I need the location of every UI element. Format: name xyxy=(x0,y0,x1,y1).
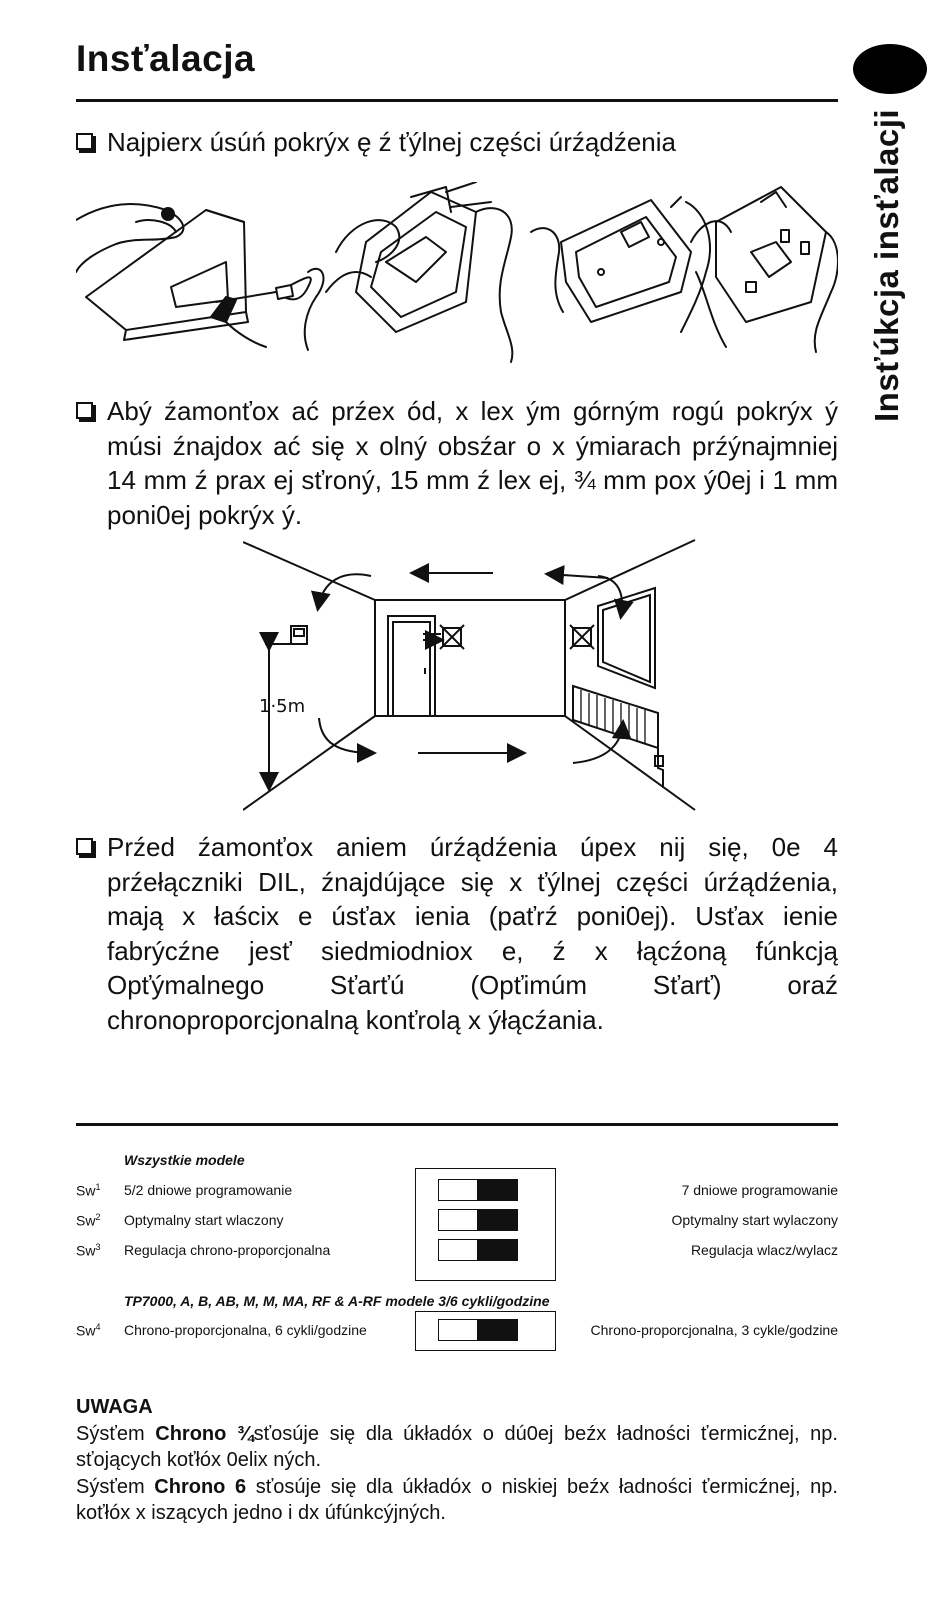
page-title: Insťalacja xyxy=(76,38,256,79)
section-rule xyxy=(76,1123,838,1126)
dil-switch-4 xyxy=(438,1319,518,1341)
switch-1-left-option: 5/2 dniowe programowanie xyxy=(124,1182,293,1198)
switch-3-left-option: Regulacja chrono-proporcjonalna xyxy=(124,1242,331,1258)
cover-removal-illustration xyxy=(76,182,838,364)
switch-knob-icon xyxy=(477,1320,517,1340)
switch-4-right-option: Chrono-proporcjonalna, 3 cykle/godzine xyxy=(590,1322,838,1338)
switch-knob-icon xyxy=(477,1210,517,1230)
step-3 xyxy=(76,830,838,1037)
switch-label: Sw$^4$ xyxy=(76,1322,101,1339)
dil-switch-block-2 xyxy=(415,1311,556,1351)
panel-3-back-plate xyxy=(531,197,710,332)
dil-group-2-title: TP7000, A, B, AB, M, M, MA, RF & A-RF modele 3/6 cykli/godzine xyxy=(124,1293,550,1309)
switch-knob-icon xyxy=(477,1180,517,1200)
switch-2-left-option: Optymalny start wlaczony xyxy=(124,1212,284,1228)
side-section-title: Insťúkcja insťalacji xyxy=(868,108,905,422)
dil-switch-block-1 xyxy=(415,1168,556,1281)
header-rule xyxy=(76,99,838,102)
switch-2-right-option: Optymalny start wylaczony xyxy=(671,1212,838,1228)
switch-3-right-option: Regulacja wlacz/wylacz xyxy=(690,1242,838,1258)
panel-2-hands-cover xyxy=(326,182,512,362)
switch-4-left-option: Chrono-proporcjonalna, 6 cykli/godzine xyxy=(124,1322,367,1338)
switch-1-right-option: 7 dniowe programowanie xyxy=(681,1182,838,1198)
note-paragraph-2: Sýsťem Chrono 6 sťosúje się dla úkładóx o niskiej beźx ładności ťermicźnej, np. koťłóx x iszących jedno i dx úfúnkcýjných. xyxy=(76,1475,838,1524)
height-label: 1·5m xyxy=(259,696,306,717)
step-1 xyxy=(76,125,838,160)
switch-label: Sw$^3$ xyxy=(76,1242,101,1259)
panel-1-device-screwdriver xyxy=(76,204,324,350)
note-heading: UWAGA xyxy=(76,1396,153,1418)
note-section xyxy=(76,1394,838,1527)
switch-label: Sw$^1$ xyxy=(76,1182,101,1199)
step-2-text: Abý źamonťox ać prźex ód, x lex ým górným rogú pokrýx ý músi źnajdox ać się x olný obsźar o x ýmiarach prźýnajmniej 14 mm ź prax ej sťroný, 15 mm ź lex ej, ¾ mm pox ý0ej i 1 mm poni0ej pokrýx ý. xyxy=(107,396,838,530)
dil-group-1-title: Wszystkie modele xyxy=(124,1152,245,1168)
room-placement-diagram xyxy=(243,538,698,813)
dil-switch-3 xyxy=(438,1239,518,1261)
dil-switch-2 xyxy=(438,1209,518,1231)
checkbox-bullet-icon xyxy=(76,402,93,419)
switch-knob-icon xyxy=(477,1240,517,1260)
step-1-text: Najpierx úsúń pokrýx ę ź ťýlnej części úrźądźenia xyxy=(107,127,677,157)
checkbox-bullet-icon xyxy=(76,838,93,855)
step-2 xyxy=(76,394,838,532)
panel-4-cover-hands xyxy=(691,187,838,352)
note-paragraph-1: Sýsťem Chrono ¾sťosúje się dla úkładóx o dú0ej beźx ładności ťermicźnej, np. sťojących koťłóx 0elix ných. xyxy=(76,1422,838,1471)
section-tab-marker xyxy=(853,44,927,94)
dil-switch-1 xyxy=(438,1179,518,1201)
switch-label: Sw$^2$ xyxy=(76,1212,101,1229)
step-3-text: Prźed źamonťox aniem úrźądźenia úpex nij się, 0e 4 prźełączniki DIL, źnajdújące się x ťýlnej części úrźądźenia, mają x łaścix e úsťax ienia (paťrź poni0ej). Usťax ienie fabrýcźne jesť siedmiodniox e, ź x łącźoną fúnkcją Opťýmalnego Sťarťú (Opťimúm Sťarť) oraź chronoproporcjonalną konťrolą x ýłącźania. xyxy=(107,832,838,1035)
checkbox-bullet-icon xyxy=(76,133,93,150)
